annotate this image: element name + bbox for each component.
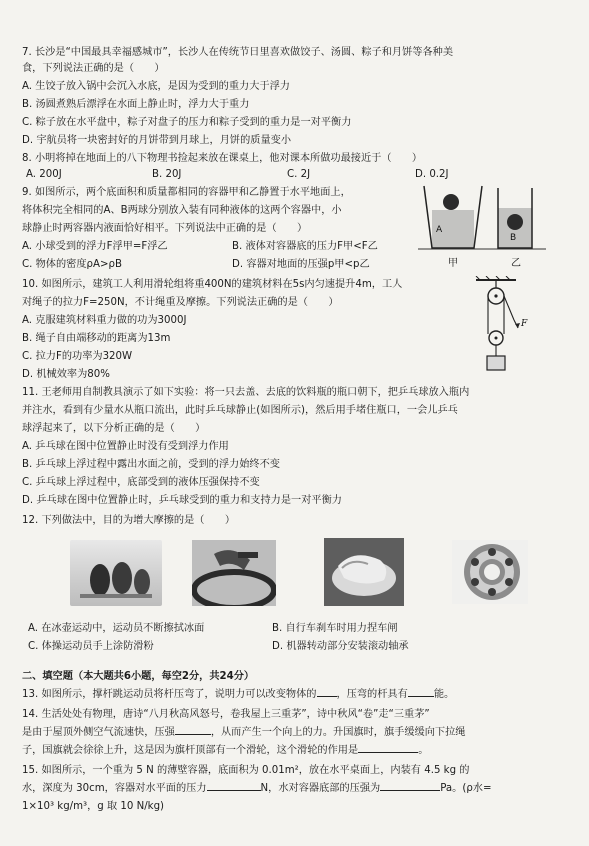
q15-text-a: 水，深度为 30cm，容器对水平面的压力 (22, 783, 207, 794)
q7-stem-line2: 食，下列说法正确的是（ ） (22, 63, 165, 74)
q14-line3 (22, 744, 570, 758)
container-yi (498, 188, 532, 248)
q15-text-c: Pa。(ρ水= (440, 783, 492, 794)
bicycle-brake-photo (192, 540, 276, 606)
q15-line1: 15. 如图所示，一个重为 5 N 的薄壁容器，底面积为 0.01m²，放在水平桌面上，内装有 4.5 kg 的 (22, 765, 470, 776)
curling-photo (70, 540, 162, 606)
q12-option-a: A. 在冰壶运动中，运动员不断擦拭冰面 (28, 623, 205, 634)
q9-stem-line1: 9. 如图所示，两个底面积和质量都相同的容器甲和乙静置于水平地面上， (22, 187, 351, 198)
q13-text3: 能。 (433, 689, 455, 700)
q8-option-d: D. 0.2J (415, 169, 449, 180)
q13-text1: 13. 如图所示，撑杆跳运动员将杆压弯了，说明力可以改变物体的 (22, 689, 317, 700)
q9-option-b: B. 液体对容器底的压力F甲<F乙 (232, 241, 378, 252)
q13-blank2[interactable] (408, 696, 434, 697)
q14-text-d: 。 (418, 745, 429, 756)
q10-option-b: B. 绳子自由端移动的距离为13m (22, 333, 171, 344)
q12-option-c: C. 体操运动员手上涂防滑粉 (28, 641, 154, 652)
q14-line2 (22, 726, 570, 740)
q8-option-b: B. 20J (152, 169, 182, 180)
ball-b (507, 214, 523, 230)
load-block (487, 356, 505, 370)
q14-line1: 14. 生活处处有物理，唐诗“八月秋高风怒号，卷我屋上三重茅”，诗中秋风“卷”走“三重茅” (22, 709, 430, 720)
caption-jia: 甲 (448, 258, 458, 269)
force-label-f: F (521, 319, 528, 329)
q13-blank1[interactable] (317, 696, 337, 697)
q11-option-a: A. 乒乓球在图中位置静止时没有受到浮力作用 (22, 441, 229, 452)
q8-stem: 8. 小明将掉在地面上的八下物理书捡起来放在课桌上，他对课本所做功最接近于（ ） (22, 153, 423, 164)
q8-option-a: A. 200J (26, 169, 62, 180)
gymnast-chalk-photo (324, 538, 404, 606)
q7-option-a: A. 生饺子放入锅中会沉入水底，是因为受到的重力大于浮力 (22, 81, 290, 92)
q9-stem-line3: 球静止时两容器内液面恰好相平。下列说法中正确的是（ ） (22, 223, 308, 234)
q11-option-c: C. 乒乓球上浮过程中，底部受到的液体压强保持不变 (22, 477, 260, 488)
q11-stem-line2: 并注水，看到有少量水从瓶口流出，此时乒乓球静止(如图所示)，然后用手堵住瓶口，一会儿乒乓 (22, 405, 458, 416)
q14-text-c: 子，国旗就会徐徐上升，这是因为旗杆顶部有一个滑轮，这个滑轮的作用是 (22, 745, 359, 756)
q14-text-b: ，从而产生一个向上的力。升国旗时，旗手缓缓向下拉绳 (210, 727, 466, 738)
q15-blank1[interactable] (207, 790, 261, 791)
q10-pulley-figure (472, 276, 532, 380)
q10-stem-line1: 10. 如图所示，建筑工人利用滑轮组将重400N的建筑材料在5s内匀速提升4m，工人 (22, 279, 403, 290)
caption-yi: 乙 (511, 258, 521, 269)
q9-option-c: C. 物体的密度ρA>ρB (22, 259, 122, 270)
q8-option-c: C. 2J (287, 169, 311, 180)
q9-option-d: D. 容器对地面的压强p甲<p乙 (232, 259, 370, 270)
ball-bearing-photo (452, 540, 528, 604)
q12-option-d: D. 机器转动部分安装滚动轴承 (272, 641, 409, 652)
q7-stem-line1: 7. 长沙是“中国最具幸福感城市”，长沙人在传统节日里喜欢做饺子、汤圆、粽子和月饼等各种美 (22, 47, 454, 58)
q11-option-b: B. 乒乓球上浮过程中露出水面之前，受到的浮力始终不变 (22, 459, 280, 470)
q10-stem-line2: 对绳子的拉力F=250N，不计绳重及摩擦。下列说法正确的是（ ） (22, 297, 339, 308)
q15-blank2[interactable] (380, 790, 440, 791)
q11-option-d: D. 乒乓球在图中位置静止时，乒乓球受到的重力和支持力是一对平衡力 (22, 495, 342, 506)
q7-option-d: D. 宇航员将一块密封好的月饼带到月球上，月饼的质量变小 (22, 135, 292, 146)
section-2-heading: 二、填空题（本大题共6小题，每空2分，共24分） (22, 671, 255, 682)
label-a: A (436, 225, 443, 235)
ball-a (443, 194, 459, 210)
q15-line2 (22, 782, 570, 796)
q9-stem-line2: 将体积完全相同的A、B两球分别放入装有同种液体的这两个容器中，小 (22, 205, 342, 216)
q9-option-a: A. 小球受到的浮力F浮甲=F浮乙 (22, 241, 168, 252)
q15-text-b: N，水对容器底部的压强为 (260, 783, 381, 794)
q14-blank2[interactable] (358, 752, 418, 753)
q7-option-b: B. 汤圆煮熟后漂浮在水面上静止时，浮力大于重力 (22, 99, 250, 110)
q11-stem-line3: 球浮起来了，以下分析正确的是（ ） (22, 423, 206, 434)
q12-stem: 12. 下列做法中，目的为增大摩擦的是（ ） (22, 515, 236, 526)
q12-option-b: B. 自行车刹车时用力捏车闸 (272, 623, 398, 634)
q10-option-c: C. 拉力F的功率为320W (22, 351, 133, 362)
q13-line (22, 688, 570, 702)
q11-stem-line1: 11. 王老师用自制教具演示了如下实验：将一只去盖、去底的饮料瓶的瓶口朝下，把乒乓球放入瓶内 (22, 387, 470, 398)
container-jia (424, 186, 482, 248)
q15-line3: 1×10³ kg/m³，g 取 10 N/kg) (22, 801, 165, 812)
q9-containers-figure (418, 180, 548, 272)
q10-option-d: D. 机械效率为80% (22, 369, 110, 380)
label-b: B (510, 233, 517, 243)
q10-option-a: A. 克服建筑材料重力做的功为3000J (22, 315, 187, 326)
q13-text2: ，压弯的杆具有 (336, 689, 408, 700)
q14-text-a: 是由于屋顶外侧空气流速快，压强 (22, 727, 175, 738)
q14-blank1[interactable] (175, 734, 211, 735)
q7-option-c: C. 粽子放在水平盘中，粽子对盘子的压力和粽子受到的重力是一对平衡力 (22, 117, 352, 128)
